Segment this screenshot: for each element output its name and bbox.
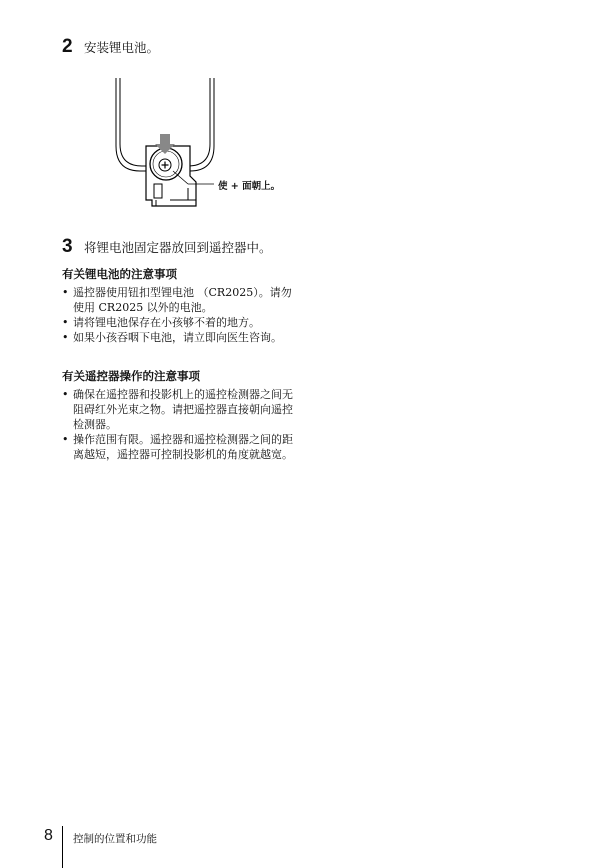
callout-label: 使 + 面朝上。 bbox=[218, 181, 281, 192]
step-number: 3 bbox=[62, 236, 73, 257]
step-number: 2 bbox=[62, 36, 73, 57]
list-item: • 确保在遥控器和投影机上的遥控检测器之间无阻碍红外光束之物。请把遥控器直接朝向遥控检测器。 bbox=[62, 388, 293, 431]
holder-latch bbox=[154, 184, 162, 198]
list-item: • 请将锂电池保存在小孩够不着的地方。 bbox=[62, 316, 260, 329]
page-number: 8 bbox=[44, 827, 53, 844]
remote-notes-list bbox=[62, 387, 302, 462]
list-item: • 如果小孩吞咽下电池，请立即向医生咨询。 bbox=[62, 331, 282, 344]
footer-divider bbox=[62, 826, 63, 868]
list-item: • 遥控器使用钮扣型锂电池 （CR2025）。请勿使用 CR2025 以外的电池。 bbox=[62, 286, 292, 314]
step-2 bbox=[62, 36, 159, 58]
step-text: 安装锂电池。 bbox=[84, 40, 160, 55]
list-item: • 操作范围有限。遥控器和遥控检测器之间的距离越短，遥控器可控制投影机的角度就越宽。 bbox=[62, 433, 293, 461]
step-3 bbox=[62, 236, 272, 258]
section-title: 有关锂电池的注意事项 bbox=[62, 267, 177, 281]
battery-install-figure bbox=[110, 76, 310, 216]
step-text: 将锂电池固定器放回到遥控器中。 bbox=[84, 240, 272, 255]
footer-section-title: 控制的位置和功能 bbox=[73, 833, 157, 845]
battery-notes-list bbox=[62, 285, 302, 345]
page-footer bbox=[44, 826, 157, 868]
section-title: 有关遥控器操作的注意事项 bbox=[62, 369, 200, 383]
remote-notes-section bbox=[62, 368, 302, 462]
battery-notes-section bbox=[62, 266, 302, 345]
remote-battery-illustration bbox=[110, 76, 310, 216]
